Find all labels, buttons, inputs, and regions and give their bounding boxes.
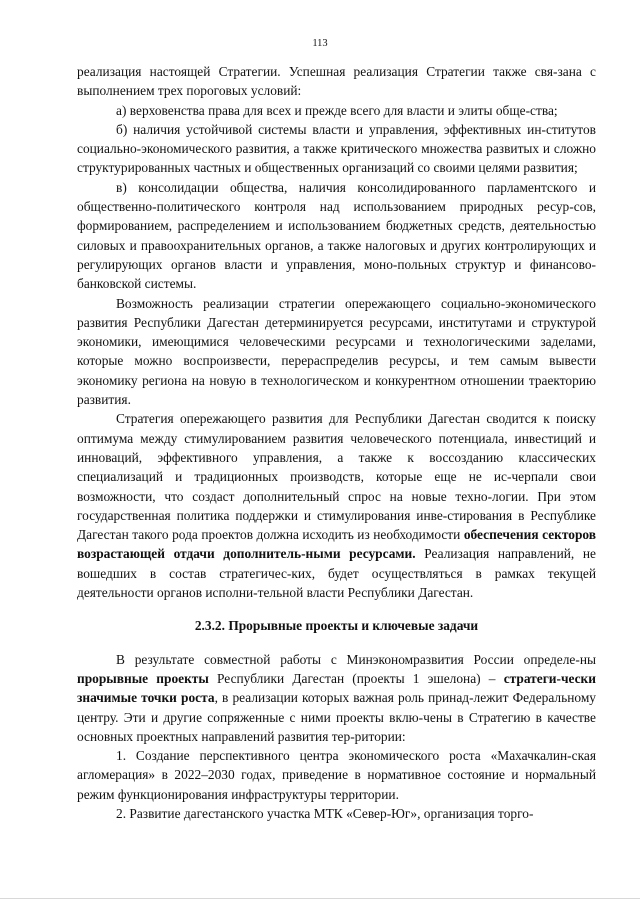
- strategy-text-1: Стратегия опережающего развития для Республики Дагестан сводится к поиску оптимума между стимулированием развития человеческого потенциала, инвестиций и инноваций, эффективного управления, а также к воссозданию классических специализаций и традиционных производств, которые еще не ис-черпали свои возможности, что создаст дополнительный спрос на новые техно-логии. При этом государственная политика поддержки и стимулирования инве-стирования в Республике Дагестан такого рода проектов должна исходить из необходимости: [77, 411, 596, 543]
- strategy-bold-text: обеспечения секторов возрастающей отдачи дополнитель-ными ресурсами.: [77, 527, 596, 562]
- strategy-text-2: Реализация направлений, не вошедших в состав стратегичес-ких, будет осуществляться в рамках текущей деятельности органов исполни-тельной власти Республики Дагестан.: [77, 546, 596, 601]
- results-bold-2: стратеги-чески значимые точки роста: [77, 670, 596, 706]
- results-text-2: Республики Дагестан (проекты 1 эшелона) –: [208, 670, 504, 686]
- results-text-1: В результате совместной работы с Минэкономразвития России определе-ны: [116, 651, 596, 667]
- condition-b: б) наличия устойчивой системы власти и управления, эффективных ин-ститутов социально-экономического развития, а также критического множества развитых и сложно структурированных частных и общественных организаций со своими целями развития;: [77, 121, 596, 176]
- list-item-2: 2. Развитие дагестанского участка МТК «Север-Юг», организация торго-: [116, 805, 534, 821]
- results-bold-1: прорывные проекты: [77, 670, 209, 686]
- condition-c: в) консолидации общества, наличия консолидированного парламентского и общественно-политического контроля над использованием природных ресур-сов, формированием, распределением и использованием бюджетных средств, деятельностью силовых и правоохранительных органов, а также налоговых и других контролирующих и регулирующих органов власти и управления, моно-польных структур и финансово-банковской системы.: [77, 179, 596, 292]
- page-number: 113: [312, 38, 328, 49]
- list-item-1: 1. Создание перспективного центра экономического роста «Махачкалин-ская агломерация» в 2022–2030 годах, приведение в нормативное состояние и нормальный режим функционирования инфраструктуры территории.: [77, 748, 596, 802]
- condition-a: а) верховенства права для всех и прежде всего для власти и элиты обще-ства;: [116, 102, 558, 118]
- paragraph-results: [77, 650, 596, 746]
- results-text-3: , в реализации которых важная роль принад-лежит Федеральному центру. Эти и другие сопряженные с ними проекты вклю-чены в Стратегию в качестве основных проектных направлений развития тер-ритории:: [77, 690, 596, 744]
- paragraph-strategy: [77, 409, 596, 602]
- paragraph-intro: реализация настоящей Стратегии. Успешная реализация Стратегии также свя-зана с выполнением трех пороговых условий:: [77, 64, 596, 99]
- section-heading: 2.3.2. Прорывные проекты и ключевые задачи: [194, 618, 479, 634]
- page-edge-line: [0, 898, 640, 899]
- page-body: [77, 62, 596, 823]
- paragraph-possibility: Возможность реализации стратегии опережающего социально-экономического развития Республики Дагестан детерминируется ресурсами, институтами и структурой экономики, имеющимися человеческими ресурсами и технологическими заделами, которые можно воспроизвести, перераспределив ресурсы, и тем самым вывести экономику региона на новую в технологическом и конкурентном отношении траекторию развития.: [77, 295, 596, 408]
